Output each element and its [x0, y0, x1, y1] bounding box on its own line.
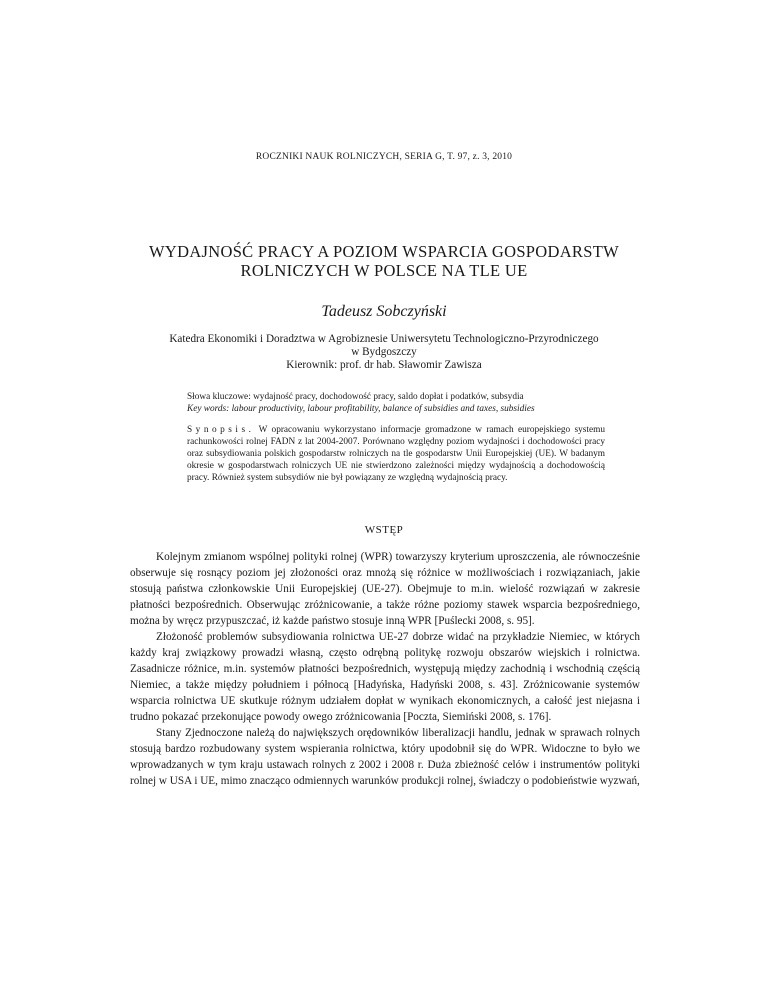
- affiliation-line: w Bydgoszczy: [351, 346, 417, 358]
- paragraph: Kolejnym zmianom wspólnej polityki rolnej (WPR) towarzyszy kryterium uproszczenia, ale równocześnie obserwuje się rosnący poziom jej złożoności oraz mnożą się różnice w możliwościach i rozwiązaniach, jakie stosują państwa członkowskie Unii Europejskiej (UE-27). Obejmuje to m.in. wielość rozwiązań w zakresie płatności bezpośrednich. Obserwując zróżnicowanie, a także różne poziomy stawek wsparcia bezpośredniego, można by wręcz przypuszczać, iż każde państwo stosuje inną WPR [Puślecki 2008, s. 95].: [130, 551, 640, 627]
- affiliation: [100, 333, 668, 372]
- journal-header: ROCZNIKI NAUK ROLNICZYCH, SERIA G, T. 97, z. 3, 2010: [255, 152, 513, 162]
- body-text: [130, 549, 640, 789]
- article-title: [120, 242, 648, 280]
- author-name: Tadeusz Sobczyński: [321, 303, 447, 320]
- title-line: ROLNICZYCH W POLSCE NA TLE UE: [240, 261, 528, 280]
- keywords-english: Key words: labour productivity, labour profitability, balance of subsidies and taxes, subsidies: [187, 404, 535, 414]
- affiliation-line: Kierownik: prof. dr hab. Sławomir Zawisza: [286, 359, 482, 371]
- synopsis: [187, 424, 605, 484]
- keywords-polish: Słowa kluczowe: wydajność pracy, dochodowość pracy, saldo dopłat i podatków, subsydia: [187, 392, 524, 402]
- title-line: WYDAJNOŚĆ PRACY A POZIOM WSPARCIA GOSPODARSTW: [149, 242, 619, 261]
- section-heading: WSTĘP: [364, 524, 404, 536]
- paragraph: Złożoność problemów subsydiowania rolnictwa UE-27 dobrze widać na przykładzie Niemiec, w których każdy kraj związkowy prowadzi własną, często odrębną politykę rozwoju obszarów wiejskich i rolnictwa. Zasadnicze różnice, m.in. systemów płatności bezpośrednich, występują między zachodnią i wschodnią częścią Niemiec, a także między południem i północą [Hadyńska, Hadyński 2008, s. 43]. Zróżnicowanie systemów wsparcia rolnictwa UE skutkuje różnym udziałem dopłat w wynikach ekonomicznych, a całość jest niejasna i trudno pokazać przekonujące powody owego zróżnicowania [Poczta, Siemiński 2008, s. 176].: [130, 631, 640, 723]
- affiliation-line: Katedra Ekonomiki i Doradztwa w Agrobiznesie Uniwersytetu Technologiczno-Przyrodniczego: [169, 333, 599, 345]
- synopsis-text: W opracowaniu wykorzystano informacje gromadzone w ramach europejskiego systemu rachunkowości rolnej FADN z lat 2004-2007. Porównano względny poziom wydajności i dochodowości pracy oraz subsydiowania polskich gospodarstw rolniczych na tle gospodarstw Unii Europejskiej (UE). W badanym okresie w gospodarstwach rolniczych UE nie stwierdzono zależności między wydajnością a dochodowością pracy. Również system subsydiów nie był powiązany ze względną wydajnością pracy.: [187, 425, 605, 483]
- paragraph: Stany Zjednoczone należą do największych orędowników liberalizacji handlu, jednak w sprawach rolnych stosują bardzo rozbudowany system wspierania rolnictwa, który upodobnił się do WPR. Widoczne to było we wprowadzanych w tym kraju ustawach rolnych z 2002 i 2008 r. Duża zbieżność celów i instrumentów polityki rolnej w USA i UE, mimo znacząco odmiennych warunków produkcji rolnej, świadczy o podobieństwie wyzwań,: [130, 727, 640, 787]
- keywords-block: [187, 391, 618, 415]
- synopsis-lead: Synopsis.: [187, 425, 255, 435]
